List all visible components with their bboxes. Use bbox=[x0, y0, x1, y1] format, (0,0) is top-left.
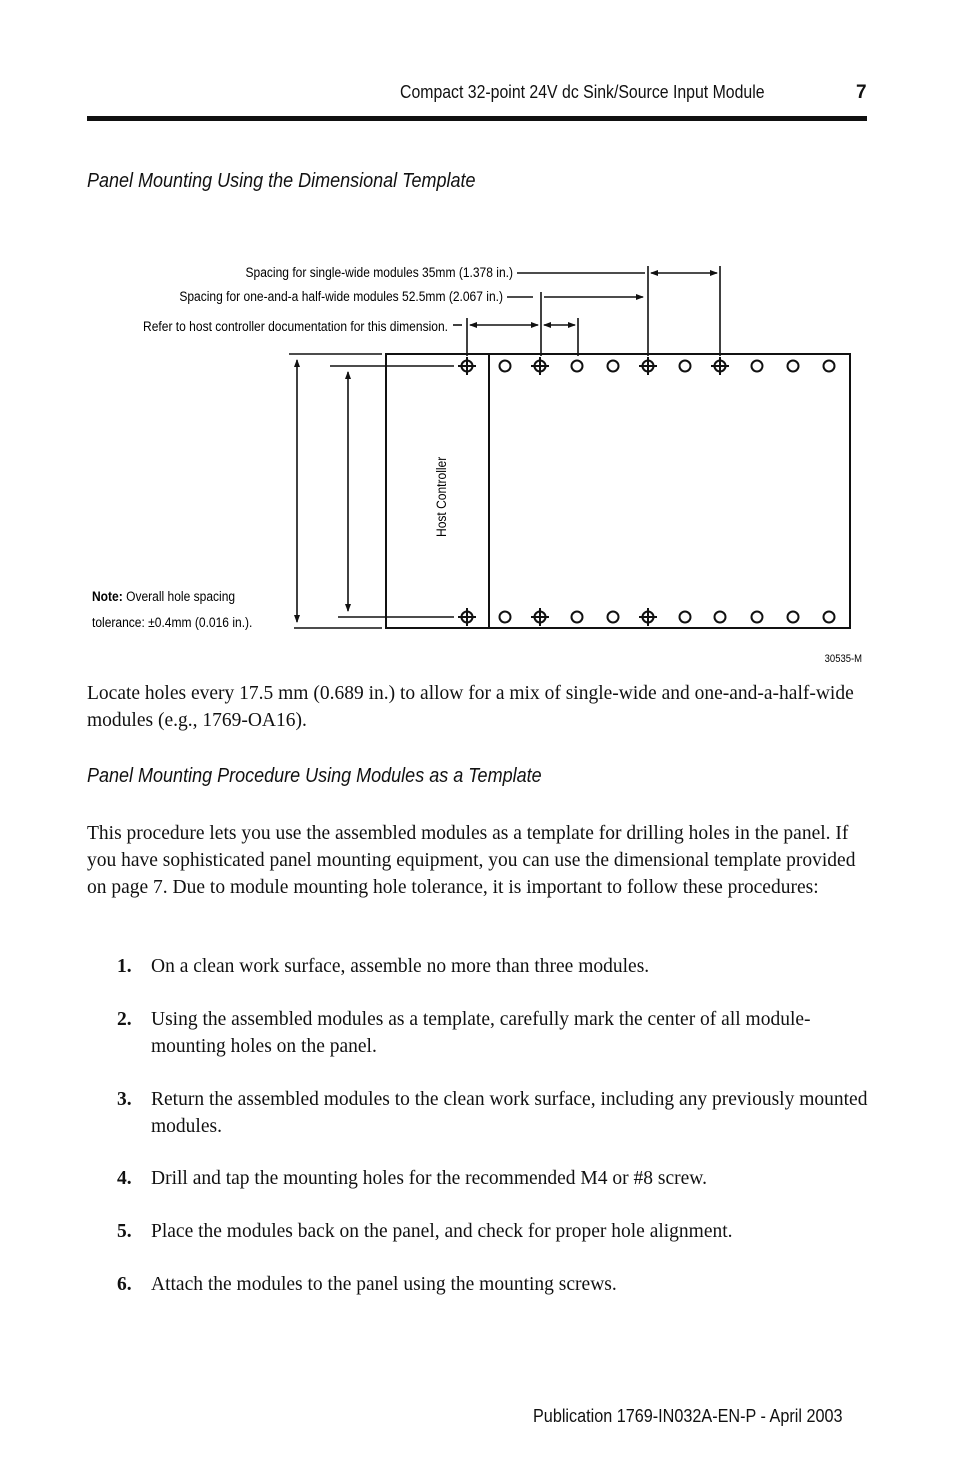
mounting-hole bbox=[824, 361, 835, 372]
mounting-hole bbox=[572, 612, 583, 623]
note-line2: tolerance: ±0.4mm (0.016 in.). bbox=[91, 614, 253, 631]
mounting-hole bbox=[788, 361, 799, 372]
mounting-hole bbox=[680, 612, 691, 623]
mounting-hole bbox=[500, 612, 511, 623]
crosshair-hole-icon bbox=[639, 357, 657, 375]
mounting-hole bbox=[500, 361, 511, 372]
step-text: Return the assembled modules to the clean work surface, including any previously mounted modules. bbox=[151, 1089, 868, 1137]
step-number: 2. bbox=[117, 1009, 132, 1030]
mounting-hole bbox=[680, 361, 691, 372]
label-host-reference: Refer to host controller documentation for this dimension. bbox=[143, 318, 448, 335]
step-text: Attach the modules to the panel using the mounting screws. bbox=[151, 1274, 617, 1295]
mounting-hole bbox=[824, 612, 835, 623]
host-controller-label: Host Controller bbox=[433, 456, 450, 537]
step-text: Drill and tap the mounting holes for the recommended M4 or #8 screw. bbox=[151, 1168, 707, 1189]
publication-footer: Publication 1769-IN032A-EN-P - April 2003 bbox=[533, 1406, 843, 1426]
procedure-intro-paragraph: This procedure lets you use the assembled modules as a template for drilling holes in the panel. If you have sophisticated panel mounting equipment, you can use the dimensional template provided on page 7. Due to module mounting hole tolerance, it is important to follow these procedures: bbox=[87, 823, 856, 898]
tolerance-note bbox=[92, 588, 235, 604]
dimension-arrows bbox=[470, 273, 717, 325]
mounting-hole bbox=[608, 612, 619, 623]
dimensional-template-diagram bbox=[0, 0, 954, 680]
crosshair-hole-icon bbox=[711, 357, 729, 375]
note-label: Note: bbox=[91, 588, 123, 605]
label-single-wide-spacing: Spacing for single-wide modules 35mm (1.378 in.) bbox=[245, 264, 513, 281]
mounting-hole bbox=[572, 361, 583, 372]
mounting-hole bbox=[608, 361, 619, 372]
step-number: 1. bbox=[117, 956, 132, 977]
label-one-and-half-spacing: Spacing for one-and-a half-wide modules 52.5mm (2.067 in.) bbox=[179, 288, 503, 305]
top-hole-row bbox=[458, 357, 835, 375]
mounting-hole bbox=[752, 612, 763, 623]
crosshair-hole-icon bbox=[458, 357, 476, 375]
note-line1: Overall hole spacing bbox=[122, 588, 236, 605]
step-text: Place the modules back on the panel, and check for proper hole alignment. bbox=[151, 1221, 733, 1242]
page-number: 7 bbox=[856, 82, 867, 103]
crosshair-hole-icon bbox=[531, 357, 549, 375]
step-number: 4. bbox=[117, 1168, 132, 1189]
section-heading-module-template: Panel Mounting Procedure Using Modules as a Template bbox=[87, 765, 542, 787]
step-number: 6. bbox=[117, 1274, 132, 1295]
section-heading-dimensional-template: Panel Mounting Using the Dimensional Template bbox=[87, 170, 476, 192]
page-header-title: Compact 32-point 24V dc Sink/Source Input Module bbox=[400, 82, 765, 102]
panel-outline bbox=[386, 354, 850, 628]
figure-id: 30535-M bbox=[824, 653, 862, 666]
hole-spacing-paragraph: Locate holes every 17.5 mm (0.689 in.) to allow for a mix of single-wide and one-and-a-half-wide modules (e.g., 1769-OA16). bbox=[87, 683, 854, 731]
mounting-hole bbox=[788, 612, 799, 623]
step-number: 3. bbox=[117, 1089, 132, 1110]
mounting-hole bbox=[715, 612, 726, 623]
step-number: 5. bbox=[117, 1221, 132, 1242]
mounting-hole bbox=[752, 361, 763, 372]
crosshair-hole-icon bbox=[639, 608, 657, 626]
step-text: Using the assembled modules as a template, carefully mark the center of all module-mounting holes on the panel. bbox=[151, 1009, 811, 1057]
step-text: On a clean work surface, assemble no more than three modules. bbox=[151, 956, 650, 977]
crosshair-hole-icon bbox=[458, 608, 476, 626]
bottom-hole-row bbox=[458, 608, 835, 626]
crosshair-hole-icon bbox=[531, 608, 549, 626]
